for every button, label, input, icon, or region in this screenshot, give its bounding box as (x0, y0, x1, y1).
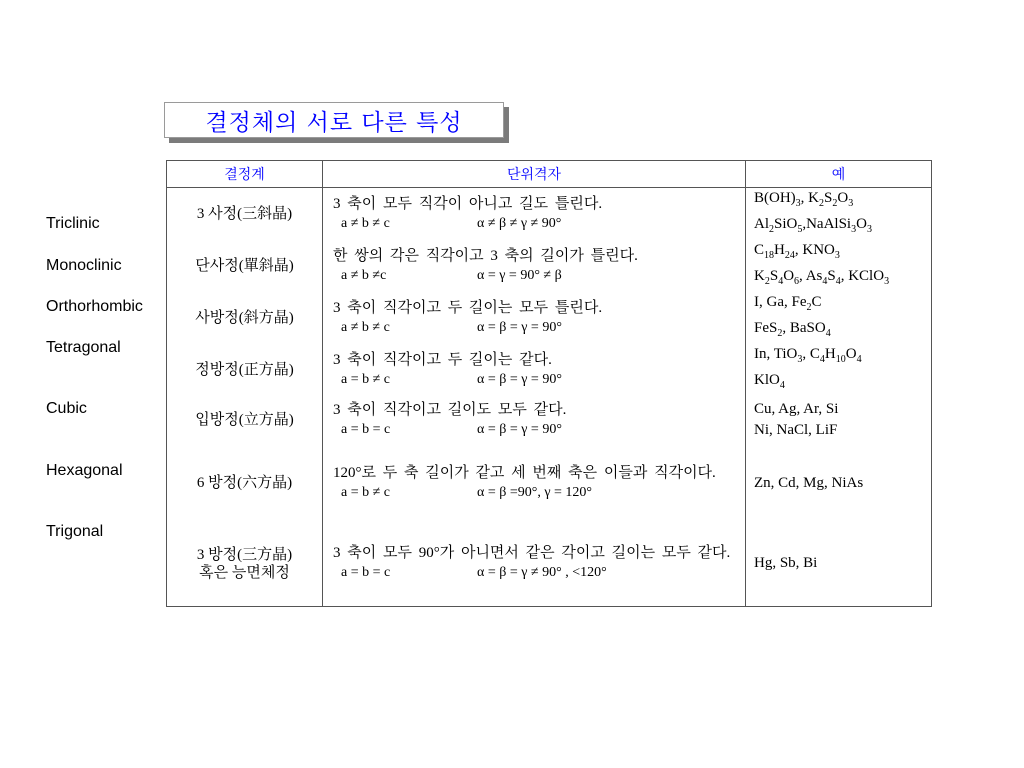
lattice-lengths: a = b ≠ c (341, 484, 391, 500)
table-row (167, 344, 932, 396)
side-label-monoclinic: Monoclinic (46, 257, 122, 274)
examples-cell (746, 188, 932, 241)
lattice-condition (333, 370, 737, 390)
lattice-condition (333, 483, 737, 503)
unit-cell-cell (323, 188, 746, 241)
examples-cell (746, 344, 932, 396)
lattice-angles: α = β = γ = 90° (477, 371, 562, 387)
lattice-lengths: a = b = c (341, 421, 391, 437)
table-row (167, 444, 932, 522)
system-cell: 단사정(單斜晶) (167, 240, 323, 292)
table-header-row (167, 161, 932, 188)
examples-line: FeS$_2$, BaSO$_4$ (754, 320, 831, 339)
description: 3 축이 직각이고 두 길이는 같다. (333, 351, 552, 368)
examples-line: $K_2S_4O_6$, $As_4S_4$, KClO$_3$ (754, 268, 890, 287)
lattice-angles: α = β = γ ≠ 90° , <120° (477, 565, 607, 581)
description: 한 쌍의 각은 직각이고 3 축의 길이가 틀린다. (333, 247, 638, 264)
lattice-angles: α = β = γ = 90° (477, 421, 562, 437)
header-examples: 예 (746, 161, 932, 188)
examples-line: Cu, Ag, Ar, Si (754, 401, 839, 417)
examples-cell (746, 444, 932, 522)
page-title: 결정체의 서로 다른 특성 (205, 109, 463, 136)
lattice-lengths: a = b ≠ c (341, 371, 391, 387)
unit-cell-cell (323, 444, 746, 522)
examples-line: KlO$_4$ (754, 372, 785, 391)
examples-cell (746, 240, 932, 292)
description: 3 축이 모두 90°가 아니면서 같은 각이고 길이는 모두 같다. (333, 545, 731, 562)
system-cell: 정방정(正方晶) (167, 344, 323, 396)
crystal-system-table (166, 160, 932, 607)
system-cell: 사방정(斜方晶) (167, 292, 323, 344)
table-row (167, 188, 932, 241)
system-cell: 3 사정(三斜晶) (167, 188, 323, 241)
unit-cell-cell (323, 240, 746, 292)
examples-line: $B(OH)_3$, $K_2S_2O_3$ (754, 190, 854, 209)
examples-line: $Al_2SiO_5,NaAlSi_3O_3$ (754, 216, 872, 235)
description: 120°로 두 축 길이가 같고 세 번째 축은 이들과 직각이다. (333, 464, 716, 481)
examples-line: Zn, Cd, Mg, NiAs (754, 474, 864, 491)
lattice-lengths: a ≠ b ≠ c (341, 215, 390, 231)
side-label-hexagonal: Hexagonal (46, 462, 123, 479)
examples-cell (746, 396, 932, 444)
examples-line: In, TiO$_3$, $C_4H_{10}O_4$ (754, 346, 862, 365)
system-cell: 6 방정(六方晶) (167, 444, 323, 522)
header-crystal-system: 결정계 (167, 161, 323, 188)
side-label-triclinic: Triclinic (46, 215, 100, 232)
examples-cell (746, 292, 932, 344)
system-cell: 입방정(立方晶) (167, 396, 323, 444)
side-label-cubic: Cubic (46, 400, 87, 417)
unit-cell-cell (323, 522, 746, 606)
lattice-lengths: a ≠ b ≠c (341, 267, 387, 283)
unit-cell-cell (323, 292, 746, 344)
lattice-angles: α = γ = 90° ≠ β (477, 267, 562, 283)
unit-cell-cell (323, 396, 746, 444)
lattice-condition (333, 214, 737, 234)
description: 3 축이 모두 직각이 아니고 길도 틀린다. (333, 195, 603, 212)
table-row (167, 522, 932, 606)
lattice-angles: α = β =90°, γ = 120° (477, 484, 593, 500)
examples-line: $C_{18}H_{24}$, $KNO_3$ (754, 242, 840, 261)
table-row (167, 292, 932, 344)
lattice-lengths: a ≠ b ≠ c (341, 319, 390, 335)
description: 3 축이 직각이고 두 길이는 모두 틀린다. (333, 299, 603, 316)
lattice-condition (333, 563, 737, 583)
examples-line: Hg, Sb, Bi (754, 555, 818, 572)
side-label-trigonal: Trigonal (46, 523, 104, 540)
table-row (167, 240, 932, 292)
side-label-tetragonal: Tetragonal (46, 339, 121, 356)
system-cell (167, 522, 323, 606)
lattice-condition (333, 318, 737, 338)
system-name: 3 방정(三方晶) (196, 546, 293, 563)
header-unit-cell: 단위격자 (323, 161, 746, 188)
lattice-condition (333, 266, 737, 286)
lattice-lengths: a = b = c (341, 565, 391, 581)
table-row (167, 396, 932, 444)
lattice-angles: α = β = γ = 90° (477, 319, 562, 335)
side-label-orthorhombic: Orthorhombic (46, 298, 143, 315)
examples-line: Ni, NaCl, LiF (754, 422, 838, 438)
description: 3 축이 직각이고 길이도 모두 같다. (333, 401, 567, 418)
lattice-condition (333, 420, 737, 440)
examples-cell (746, 522, 932, 606)
system-alt-name: 혹은 능면체정 (199, 564, 290, 581)
title-box (164, 102, 504, 138)
lattice-angles: α ≠ β ≠ γ ≠ 90° (477, 215, 562, 231)
examples-line: I, Ga, $Fe_2C$ (754, 294, 822, 313)
unit-cell-cell (323, 344, 746, 396)
